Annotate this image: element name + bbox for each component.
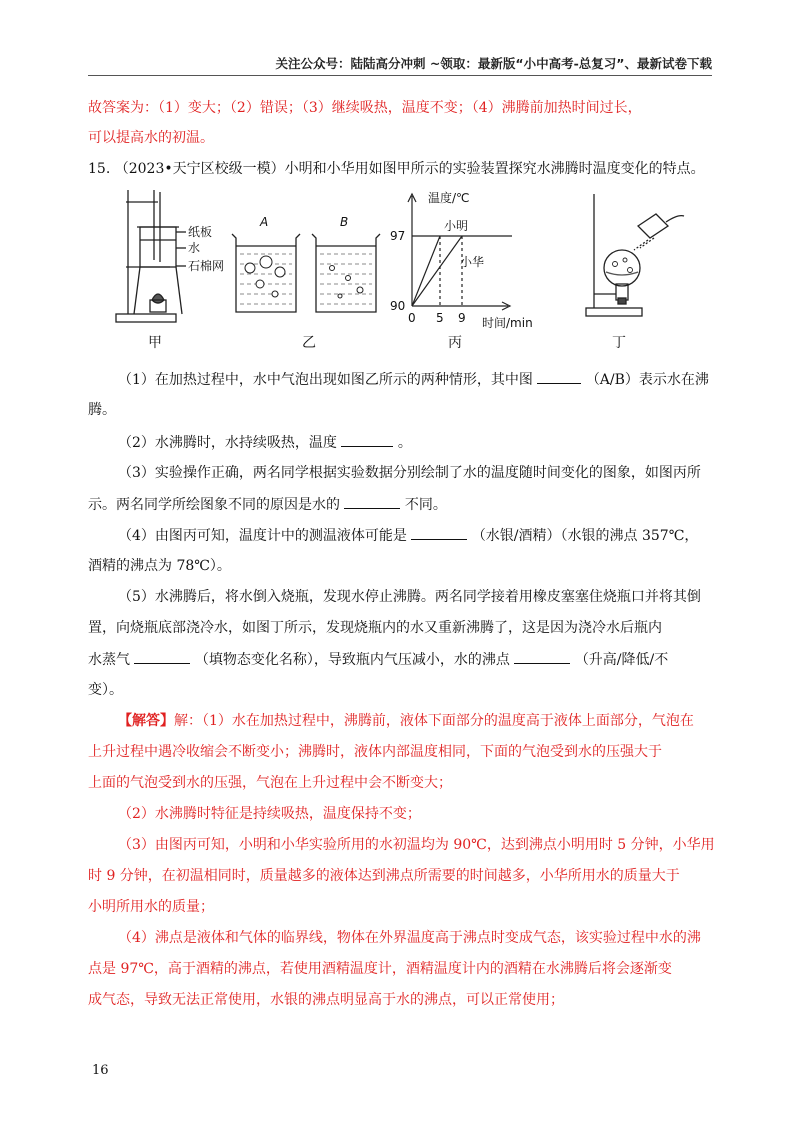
- part4-text-a: （4）由图丙可知，温度计中的测温液体可能是: [118, 528, 407, 544]
- page-header: 关注公众号：陆陆高分冲刺 ~领取：最新版“小中高考-总复习”、最新试卷下载: [275, 56, 712, 71]
- caption-yi: 乙: [302, 335, 316, 351]
- prev-answer-line1: 故答案为：（1）变大；（2）错误；（3）继续吸热，温度不变；（4）沸腾前加热时间过长，: [88, 100, 642, 116]
- part2-text-b: 。: [397, 435, 412, 451]
- solution-tag: 【解答】: [118, 713, 174, 729]
- bing-xtick-5: 5: [436, 311, 444, 325]
- bing-series-xiaohua: 小华: [460, 255, 485, 269]
- part5-text-e: （升高/降低/不: [574, 652, 669, 668]
- solution-line9: 点是 97℃，高于酒精的沸点，若使用酒精温度计，酒精温度计内的酒精在水沸腾后将会逐渐变: [88, 961, 672, 977]
- part4-text-b: （水银/酒精）（水银的沸点 357℃，: [471, 528, 699, 544]
- part4-line1: [118, 525, 748, 546]
- part1-blank[interactable]: [537, 369, 581, 384]
- solution-line8: （4）沸点是液体和气体的临界线，物体在外界温度高于沸点时变成气态，该实验过程中水的沸: [118, 930, 701, 946]
- part3-text-b: 示。两名同学所绘图象不同的原因是水的: [88, 497, 340, 513]
- figure-ding: [586, 194, 684, 316]
- caption-jia: 甲: [148, 335, 162, 351]
- yi-bubbles: [245, 256, 363, 298]
- figures-row: [110, 182, 710, 350]
- bing-ytick-90: 90: [390, 299, 406, 313]
- solution-line2: 上升过程中遇冷收缩会不断变小；沸腾时，液体内部温度相同，下面的气泡受到水的压强大于: [88, 744, 662, 760]
- bing-xlabel: 时间/min: [482, 316, 533, 330]
- part1-text-b: （A/B）表示水在沸: [585, 372, 709, 388]
- solution-s1a: 解：（1）水在加热过程中，沸腾前，液体下面部分的温度高于液体上面部分，气泡在: [174, 713, 694, 729]
- solution-line4: （2）水沸腾时特征是持续吸热，温度保持不变；: [118, 806, 421, 822]
- question-stem: [88, 159, 718, 179]
- series-xiaohua: [412, 236, 462, 306]
- page-number: 16: [92, 1063, 109, 1078]
- bing-series-xiaoming: 小明: [444, 219, 469, 233]
- jia-label-gauze: 石棉网: [188, 259, 225, 273]
- bing-xtick-9: 9: [458, 311, 466, 325]
- part2-line: [118, 432, 748, 453]
- ding-bubbles: [613, 258, 633, 273]
- part4-blank[interactable]: [411, 525, 467, 540]
- part2-blank[interactable]: [341, 432, 393, 447]
- header-rule: [88, 75, 712, 76]
- solution-line1: [118, 711, 748, 731]
- question-number: 15.: [88, 161, 111, 177]
- part5-blank-2[interactable]: [514, 649, 570, 664]
- part1-line1: [118, 369, 748, 390]
- part5-blank-1[interactable]: [134, 649, 190, 664]
- bing-xtick-0: 0: [408, 311, 416, 325]
- solution-line10: 成气态，导致无法正常使用，水银的沸点明显高于水的沸点，可以正常使用；: [88, 992, 564, 1008]
- figure-jia: [116, 190, 186, 322]
- part4-line2: 酒精的沸点为 78℃）。: [88, 558, 231, 574]
- part1-text-a: （1）在加热过程中，水中气泡出现如图乙所示的两种情形，其中图: [118, 372, 533, 388]
- solution-line5: （3）由图丙可知，小明和小华实验所用的水初温均为 90℃，达到沸点小明用时 5 分钟，小华用: [118, 837, 715, 853]
- part3-blank[interactable]: [344, 494, 400, 509]
- part3-line1: （3）实验操作正确，两名同学根据实验数据分别绘制了水的温度随时间变化的图象，如图丙所: [118, 465, 701, 481]
- figure-bing: [408, 194, 512, 310]
- part5-line2: 置，向烧瓶底部浇冷水，如图丁所示，发现烧瓶内的水又重新沸腾了，这是因为浇冷水后瓶内: [88, 620, 662, 636]
- caption-ding: 丁: [612, 335, 626, 351]
- part5-text-c: 水蒸气: [88, 652, 130, 668]
- bing-ytick-97: 97: [390, 229, 406, 243]
- prev-answer-line2: 可以提高水的初温。: [88, 130, 214, 146]
- jia-label-paperboard: 纸板: [188, 225, 213, 239]
- solution-line7: 小明所用水的质量；: [88, 899, 214, 915]
- part5-line1: （5）水沸腾后，将水倒入烧瓶，发现水停止沸腾。两名同学接着用橡皮塞塞住烧瓶口并将其倒: [118, 589, 701, 605]
- part2-text-a: （2）水沸腾时，水持续吸热，温度: [118, 435, 337, 451]
- bing-ylabel: 温度/℃: [428, 191, 470, 205]
- part1-line2: 腾。: [88, 402, 116, 418]
- question-stem-text: （2023•天宁区校级一模）小明和小华用如图甲所示的实验装置探究水沸腾时温度变化的特点。: [114, 161, 705, 177]
- jia-label-water: 水: [188, 241, 201, 255]
- series-xiaoming: [412, 236, 440, 306]
- part5-line4: 变）。: [88, 682, 123, 698]
- part3-text-c: 不同。: [404, 497, 447, 513]
- solution-line3: 上面的气泡受到水的压强，气泡在上升过程中会不断变大；: [88, 775, 452, 791]
- yi-label-a: A: [260, 215, 269, 229]
- figure-yi: [232, 234, 380, 312]
- solution-line6: 时 9 分钟，在初温相同时，质量越多的液体达到沸点所需要的时间越多，小华所用水的质量大于: [88, 868, 680, 884]
- figures-svg: [110, 182, 710, 350]
- part3-line2: [88, 494, 718, 515]
- part5-text-d: （填物态变化名称），导致瓶内气压减小，水的沸点: [194, 652, 510, 668]
- caption-bing: 丙: [448, 335, 462, 351]
- yi-label-b: B: [340, 215, 349, 229]
- part5-line3: [88, 649, 718, 670]
